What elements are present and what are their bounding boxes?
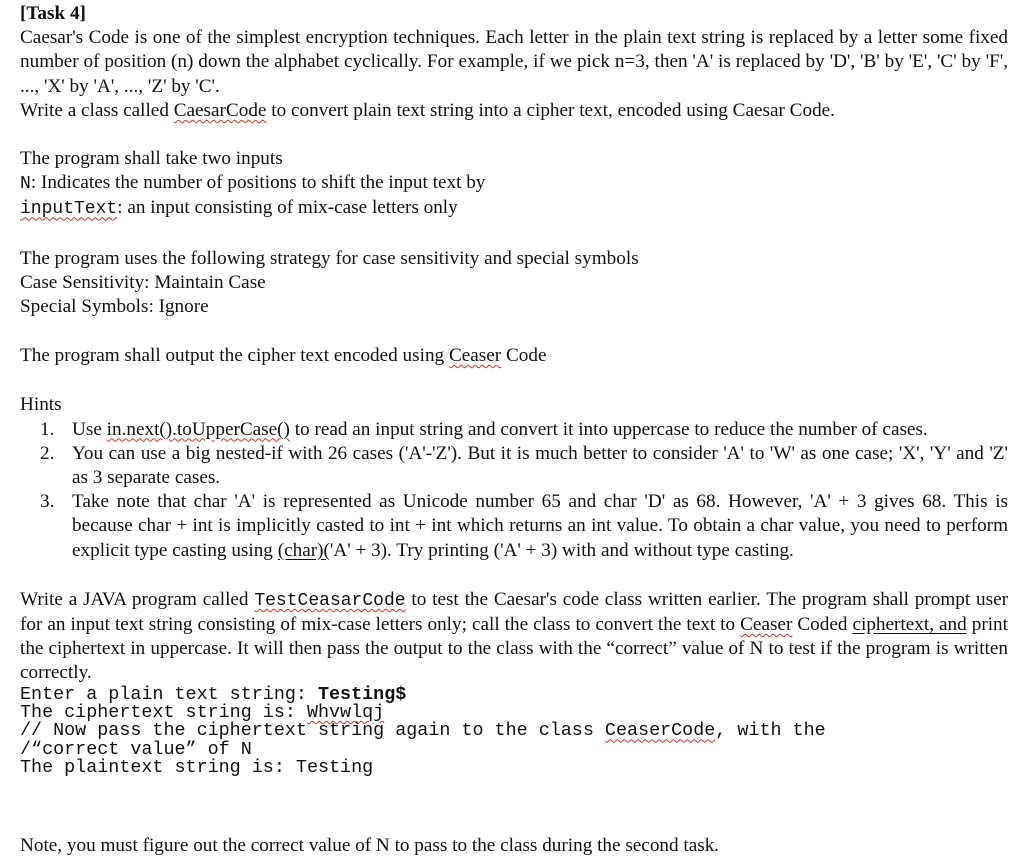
- input-text-line: inputText: an input consisting of mix-case letters only: [20, 197, 458, 220]
- sample-line-3: // Now pass the ciphertext string again to the class CeaserCode, with the: [20, 720, 826, 742]
- task-title: [Task 4]: [20, 3, 86, 24]
- cipher-word: ciphertext, and: [852, 614, 967, 636]
- sample-input: Testing$: [317, 683, 407, 705]
- output-line: The program shall output the cipher text encoded using Ceaser Code: [20, 345, 547, 367]
- program-name: TestCeasarCode: [254, 590, 406, 611]
- class-name-caesarcode: CaesarCode: [173, 99, 267, 121]
- sample-line-5: The plaintext string is: Testing: [20, 756, 374, 778]
- hint-item-1: 1. Use in.next().toUpperCase() to read an input string and convert it into uppercase to reduce the number of cases.: [40, 418, 928, 440]
- n-label: N: [20, 174, 31, 195]
- hints-heading: Hints: [20, 394, 62, 416]
- hints-list: [20, 418, 1008, 563]
- sample-line-4: /“correct value” of N: [20, 738, 252, 760]
- strategy-case: Case Sensitivity: Maintain Case: [20, 271, 266, 293]
- sample-line-1: Enter a plain text string: Testing$: [20, 683, 407, 705]
- write-class-line: Write a class called CaesarCode to convert plain text string into a cipher text, encoded using Caesar Code.: [20, 99, 835, 121]
- sample-output: [20, 683, 1008, 778]
- note-line: Note, you must figure out the correct value of N to pass to the class during the second task.: [20, 835, 720, 857]
- hint-code-cast: (char)(: [277, 539, 330, 561]
- input-n-line: N: Indicates the number of positions to shift the input text by: [20, 172, 486, 195]
- inputtext-label: inputText: [20, 199, 118, 220]
- strategy-heading: The program uses the following strategy for case sensitivity and special symbols: [20, 247, 639, 269]
- sample-cipher: Whvwlqj: [306, 701, 385, 723]
- coded-word: Ceaser: [740, 614, 793, 636]
- sample-line-2: The ciphertext string is: Whvwlqj: [20, 701, 385, 723]
- inputs-heading: The program shall take two inputs: [20, 148, 283, 170]
- ceaser-word: Ceaser: [448, 345, 502, 367]
- strategy-special: Special Symbols: Ignore: [20, 296, 209, 318]
- hint-item-2: 2. You can use a big nested-if with 26 cases ('A'-'Z'). But it is much better to consider 'A' to 'W' as one case; 'X', 'Y' and 'Z' as 3 separate cases.: [40, 442, 1008, 489]
- intro-paragraph: Caesar's Code is one of the simplest encryption techniques. Each letter in the plain text string is replaced by a letter some fixed number of position (n) down the alphabet cyclically. For example, if we pick n=3, then 'A' is replaced by 'D', 'B' by 'E', 'C' by 'F', ..., 'X' by 'A', ..., 'Z' by 'C'.: [20, 27, 1008, 97]
- document-page: [20, 2, 1008, 777]
- hint-code-toUpperCase: in.next().toUpperCase(): [106, 418, 290, 440]
- hint-item-3: 3. Take note that char 'A' is represented as Unicode number 65 and char 'D' as 68. However, 'A' + 3 gives 68. This is because char + int is implicitly casted to int + int which returns an int value. To obtain a char value, you need to perform explicit type casting using (char)('A' + 3). Try printing ('A' + 3) with and without type casting.: [40, 491, 1008, 561]
- java-paragraph: Write a JAVA program called TestCeasarCode to test the Caesar's code class written earlier. The program shall prompt user for an input text string consisting of mix-case letters only; call the class to convert the text to Ceaser Coded ciphertext, and print the ciphertext in uppercase. It will then pass the output to the class with the “correct” value of N to test if the program is written correctly.: [20, 588, 1008, 684]
- sample-ceasercode: CeaserCode: [604, 720, 716, 742]
